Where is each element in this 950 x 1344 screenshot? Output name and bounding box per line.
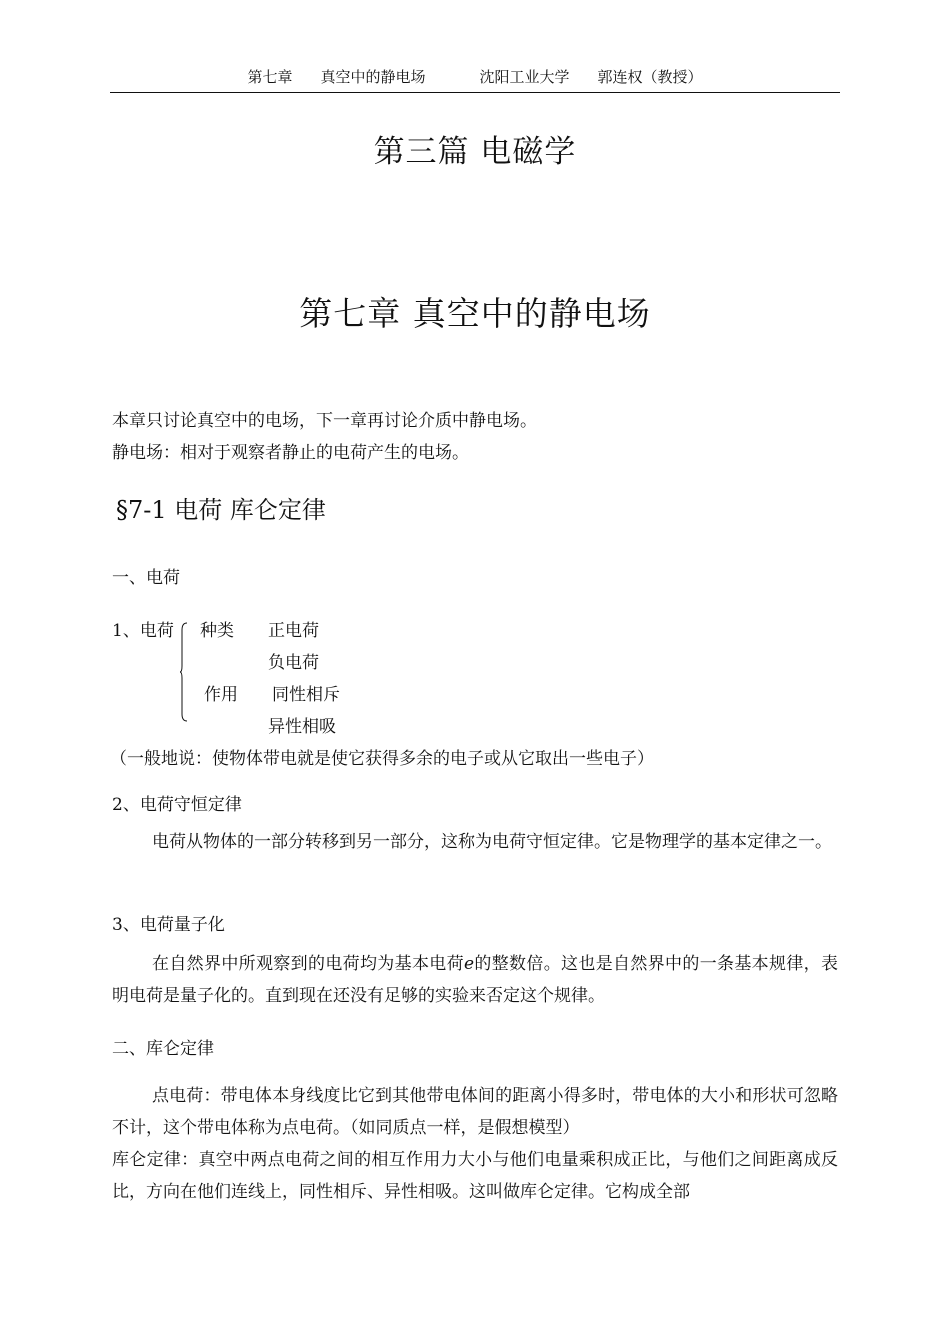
chapter-title: 第七章 真空中的静电场	[299, 294, 651, 333]
item3-text-before: 在自然界中所观察到的电荷均为基本电荷	[152, 954, 464, 974]
item3-symbol: e	[463, 954, 475, 974]
point-charge-text: 点电荷：带电体本身线度比它到其他带电体间的距离小得多时，带电体的大小和形状可忽略不计，这个带电体称为点电荷。（如同质点一样，是假想模型）	[112, 1086, 838, 1138]
kind-label: 种类	[200, 621, 234, 641]
header-university: 沈阳工业大学	[479, 68, 570, 86]
effect-attract: 异性相吸	[268, 717, 336, 737]
part2-heading: 二、库仑定律	[112, 1039, 214, 1059]
effect-repel: 同性相斥	[272, 685, 340, 705]
item1-label: 1、电荷	[112, 621, 174, 641]
running-header	[110, 66, 840, 93]
intro-line-2: 静电场：相对于观察者静止的电荷产生的电场。	[112, 443, 469, 463]
coulomb-law-text: 库仑定律：真空中两点电荷之间的相互作用力大小与他们电量乘积成正比，与他们之间距离成反比，方向在他们连线上，同性相斥、异性相吸。这叫做库仑定律。它构成全部	[112, 1150, 838, 1202]
kind-positive: 正电荷	[268, 621, 319, 641]
part-title: 第三篇 电磁学	[373, 134, 577, 170]
effect-label: 作用	[204, 685, 238, 705]
header-author: 郭连权（教授）	[597, 68, 703, 86]
item1-note: （一般地说：使物体带电就是使它获得多余的电子或从它取出一些电子）	[110, 749, 654, 769]
kind-negative: 负电荷	[268, 653, 319, 673]
part1-heading: 一、电荷	[112, 568, 180, 588]
item3-text-after: 的整数倍。这也是自然界中的一条基本规律，表明电荷是量子化的。直到现在还没有足够的实验来否定这个规律。	[112, 954, 839, 1006]
header-chapter: 第七章	[247, 68, 293, 86]
item3-text	[112, 948, 838, 1012]
section-title: §7-1 电荷 库仑定律	[116, 496, 326, 524]
intro-line-1: 本章只讨论真空中的电场，下一章再讨论介质中静电场。	[112, 411, 537, 431]
item3-heading: 3、电荷量子化	[112, 915, 225, 935]
header-topic: 真空中的静电场	[320, 68, 426, 86]
item2-text: 电荷从物体的一部分转移到另一部分，这称为电荷守恒定律。它是物理学的基本定律之一。	[152, 832, 832, 852]
left-brace-icon	[180, 622, 188, 722]
item2-heading: 2、电荷守恒定律	[112, 795, 242, 815]
